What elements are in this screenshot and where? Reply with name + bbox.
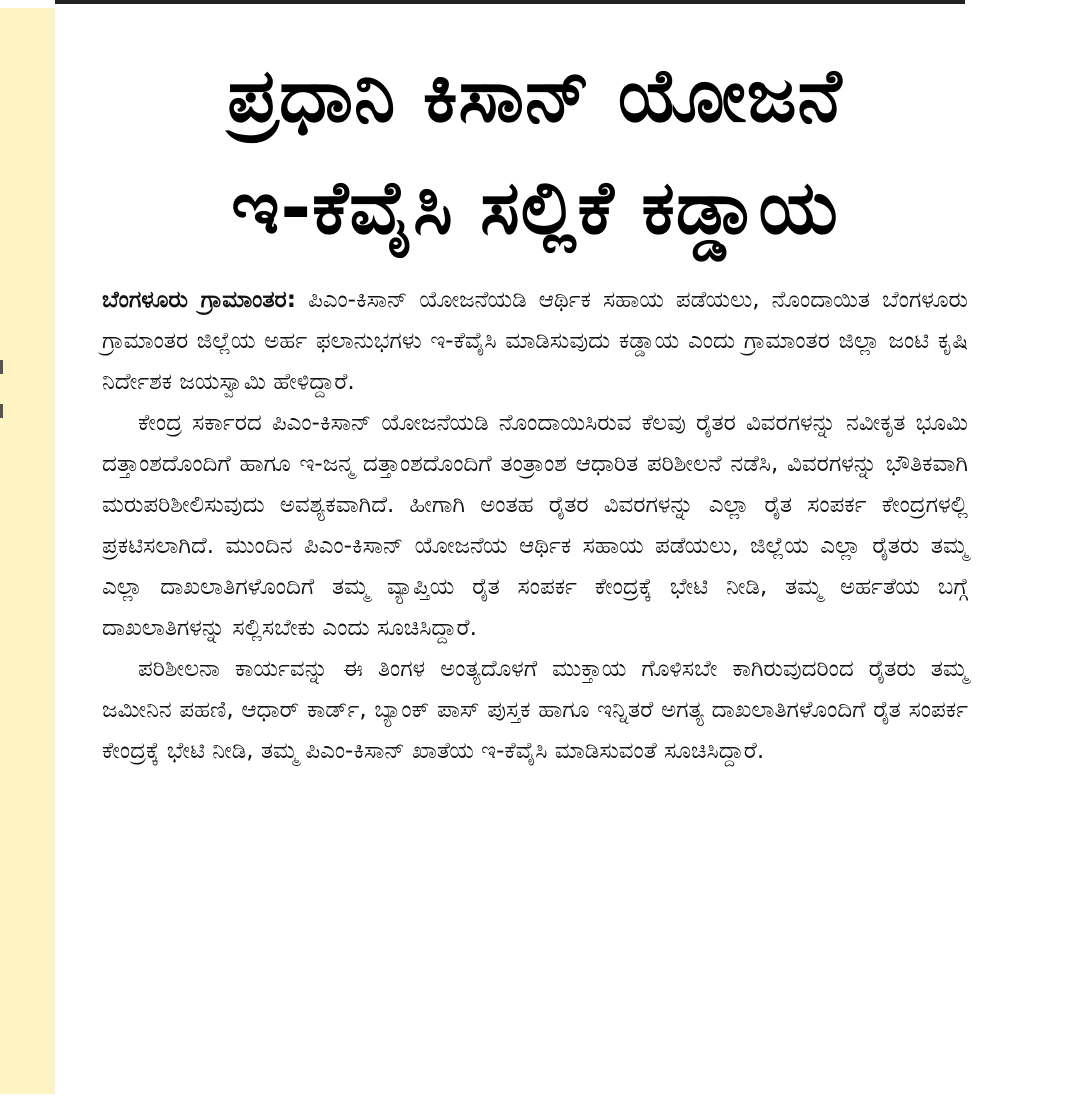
- news-article: [102, 40, 968, 772]
- dateline: ಬೆಂಗಳೂರು ಗ್ರಾಮಾಂತರ:: [102, 287, 296, 313]
- article-paragraph-3: ಪರಿಶೀಲನಾ ಕಾರ್ಯವನ್ನು ಈ ತಿಂಗಳ ಅಂತ್ಯದೊಳಗೆ ಮುಕ್ತಾಯ ಗೊಳಿಸಬೇ ಕಾಗಿರುವುದರಿಂದ ರೈತರು ತಮ್ಮ ಜಮೀನಿನ ಪಹಣಿ, ಆಧಾರ್ ಕಾರ್ಡ್, ಬ್ಯಾಂಕ್ ಪಾಸ್ ಪುಸ್ತಕ ಹಾಗೂ ಇನ್ನಿತರೆ ಅಗತ್ಯ ದಾಖಲಾತಿಗಳೊಂದಿಗೆ ರೈತ ಸಂಪರ್ಕ ಕೇಂದ್ರಕ್ಕೆ ಭೇಟಿ ನೀಡಿ, ತಮ್ಮ ಪಿಎಂ-ಕಿಸಾನ್ ಖಾತೆಯ ಇ-ಕೆವೈಸಿ ಮಾಡಿಸುವಂತೆ ಸೂಚಿಸಿದ್ದಾರೆ.: [102, 656, 968, 764]
- margin-strip: [0, 8, 55, 1094]
- headline-line-1: ಪ್ರಧಾನಿ ಕಿಸಾನ್ ಯೋಜನೆ: [227, 53, 843, 139]
- margin-mark: [0, 404, 3, 418]
- margin-mark: [0, 360, 3, 374]
- article-paragraph-1: [102, 280, 968, 403]
- headline-line-2: ಇ-ಕೆವೈಸಿ ಸಲ್ಲಿಕೆ ಕಡ್ಡಾಯ: [231, 165, 839, 251]
- article-body: [102, 280, 968, 772]
- paragraph-1-text: ಪಿಎಂ-ಕಿಸಾನ್ ಯೋಜನೆಯಡಿ ಆರ್ಥಿಕ ಸಹಾಯ ಪಡೆಯಲು, ನೊಂದಾಯಿತ ಬೆಂಗಳೂರು ಗ್ರಾಮಾಂತರ ಜಿಲ್ಲೆಯ ಅರ್ಹ ಫಲಾನುಭಗಳು ಇ-ಕೆವೈಸಿ ಮಾಡಿಸುವುದು ಕಡ್ಡಾಯ ಎಂದು ಗ್ರಾಮಾಂತರ ಜಿಲ್ಲಾ ಜಂಟಿ ಕೃಷಿ ನಿರ್ದೇಶಕ ಜಯಸ್ವಾಮಿ ಹೇಳಿದ್ದಾರೆ.: [102, 287, 968, 395]
- headline: [102, 40, 968, 264]
- top-rule: [55, 0, 965, 4]
- article-paragraph-2: ಕೇಂದ್ರ ಸರ್ಕಾರದ ಪಿಎಂ-ಕಿಸಾನ್ ಯೋಜನೆಯಡಿ ನೊಂದಾಯಿಸಿರುವ ಕೆಲವು ರೈತರ ವಿವರಗಳನ್ನು ನವೀಕೃತ ಭೂಮಿ ದತ್ತಾಂಶದೊಂದಿಗೆ ಹಾಗೂ ಇ-ಜನ್ಮ ದತ್ತಾಂಶದೊಂದಿಗೆ ತಂತ್ರಾಂಶ ಆಧಾರಿತ ಪರಿಶೀಲನೆ ನಡೆಸಿ, ವಿವರಗಳನ್ನು ಭೌತಿಕವಾಗಿ ಮರುಪರಿಶೀಲಿಸುವುದು ಅವಶ್ಯಕವಾಗಿದೆ. ಹೀಗಾಗಿ ಅಂತಹ ರೈತರ ವಿವರಗಳನ್ನು ಎಲ್ಲಾ ರೈತ ಸಂಪರ್ಕ ಕೇಂದ್ರಗಳಲ್ಲಿ ಪ್ರಕಟಿಸಲಾಗಿದೆ. ಮುಂದಿನ ಪಿಎಂ-ಕಿಸಾನ್ ಯೋಜನೆಯ ಆರ್ಥಿಕ ಸಹಾಯ ಪಡೆಯಲು, ಜಿಲ್ಲೆಯ ಎಲ್ಲಾ ರೈತರು ತಮ್ಮ ಎಲ್ಲಾ ದಾಖಲಾತಿಗಳೊಂದಿಗೆ ತಮ್ಮ ವ್ಯಾಪ್ತಿಯ ರೈತ ಸಂಪರ್ಕ ಕೇಂದ್ರಕ್ಕೆ ಭೇಟಿ ನೀಡಿ, ತಮ್ಮ ಅರ್ಹತೆಯ ಬಗ್ಗೆ ದಾಖಲಾತಿಗಳನ್ನು ಸಲ್ಲಿಸಬೇಕು ಎಂದು ಸೂಚಿಸಿದ್ದಾರೆ.: [102, 410, 968, 641]
